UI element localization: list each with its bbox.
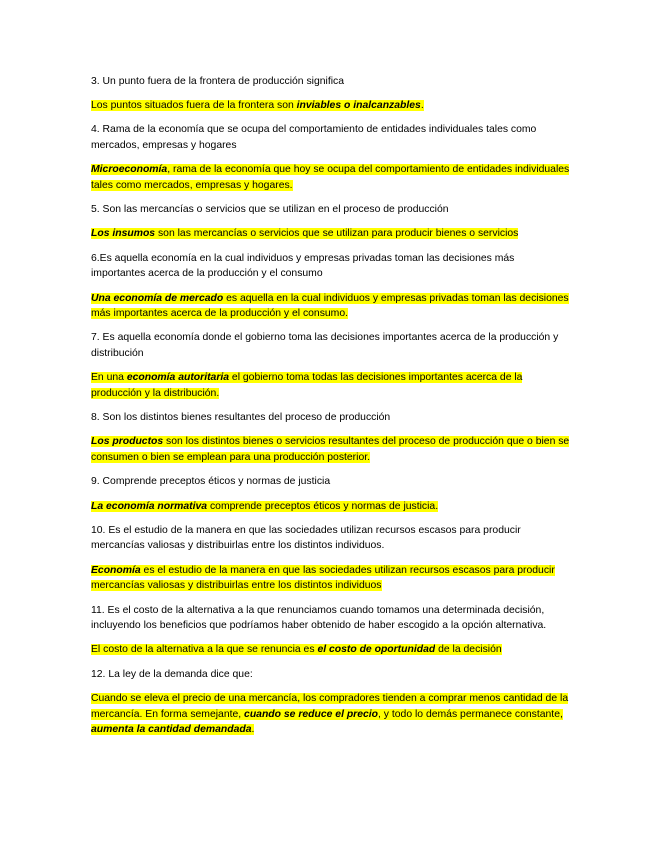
text-run: Los puntos situados fuera de la frontera son (91, 100, 297, 112)
text-run: 8. Son los distintos bienes resultantes del proceso de producción (91, 412, 391, 424)
key-term: La economía normativa (91, 500, 208, 512)
key-term: aumenta la cantidad demandada (91, 724, 252, 736)
key-term: Economía (91, 564, 141, 576)
question-paragraph (91, 410, 571, 426)
answer-paragraph (91, 291, 571, 322)
text-run: 6.Es aquella economía en la cual individuos y empresas privadas toman las decisiones más importantes acerca de la producción y el consumo (91, 252, 515, 280)
text-run: 4. Rama de la economía que se ocupa del comportamiento de entidades individuales tales como mercados, empresas y hogares (91, 124, 537, 152)
text-run: 3. Un punto fuera de la frontera de producción significa (91, 76, 344, 87)
answer-paragraph (91, 370, 571, 401)
question-paragraph (91, 523, 571, 554)
text-run: En una (91, 372, 127, 384)
text-run: , rama de la economía que hoy se ocupa del comportamiento de entidades individuales tales como mercados, empresas y hogares. (91, 164, 570, 192)
answer-paragraph (91, 642, 571, 658)
text-run: comprende preceptos éticos y normas de justicia. (207, 500, 439, 512)
key-term: Microeconomía (91, 164, 168, 176)
question-paragraph (91, 251, 571, 282)
text-run: . (420, 100, 424, 112)
key-term: inviables o inalcanzables (296, 100, 421, 112)
text-run: 10. Es el estudio de la manera en que las sociedades utilizan recursos escasos para producir mercancías valiosas y distribuirlas entre los distintos individuos. (91, 524, 521, 552)
text-run: son las mercancías o servicios que se utilizan para producir bienes o servicios (155, 228, 519, 240)
answer-paragraph (91, 98, 571, 114)
key-term: economía autoritaria (126, 372, 230, 384)
answer-paragraph (91, 499, 571, 515)
text-run: es el estudio de la manera en que las sociedades utilizan recursos escasos para producir mercancías valiosas y distribuirlas entre los distintos individuos (91, 564, 555, 592)
key-term: Una economía de mercado (91, 292, 224, 304)
document-body (91, 74, 571, 738)
question-paragraph (91, 74, 571, 90)
text-run: Cuando se eleva el precio de una mercancía, los compradores tienden a comprar menos cantidad de la mercancía. En forma semejante, (91, 692, 569, 720)
question-paragraph (91, 603, 571, 634)
text-run: 9. Comprende preceptos éticos y normas de justicia (91, 476, 331, 488)
answer-paragraph (91, 563, 571, 594)
text-run: , y todo lo demás permanece constante, (378, 708, 563, 720)
question-paragraph (91, 667, 571, 683)
answer-paragraph (91, 434, 571, 465)
text-run: son los distintos bienes o servicios resultantes del proceso de producción que o bien se consumen o bien se emplean para una producción posterior. (91, 436, 570, 464)
question-paragraph (91, 330, 571, 361)
text-run: de la decisión (435, 644, 502, 656)
answer-paragraph (91, 162, 571, 193)
key-term: el costo de oportunidad (317, 644, 436, 656)
question-paragraph (91, 122, 571, 153)
text-run: 11. Es el costo de la alternativa a la que renunciamos cuando tomamos una determinada decisión, incluyendo los beneficios que podríamos haber obtenido de haber escogido a la opción alternativa. (91, 604, 547, 632)
text-run: 7. Es aquella economía donde el gobierno toma las decisiones importantes acerca de la producción y distribución (91, 332, 559, 360)
answer-paragraph (91, 226, 571, 242)
key-term: Los productos (91, 436, 164, 448)
text-run: es aquella en la cual individuos y empresas privadas toman las decisiones más importantes acerca de la producción y el consumo. (91, 292, 569, 320)
question-paragraph (91, 474, 571, 490)
key-term: cuando se reduce el precio (244, 708, 379, 720)
text-run: el gobierno toma todas las decisiones importantes acerca de la producción y la distribución. (91, 372, 523, 400)
text-run: El costo de la alternativa a la que se renuncia es (91, 644, 318, 656)
key-term: Los insumos (91, 228, 156, 240)
answer-paragraph (91, 691, 571, 738)
document-page (91, 74, 571, 747)
question-paragraph (91, 202, 571, 218)
text-run: . (251, 724, 255, 736)
text-run: 5. Son las mercancías o servicios que se utilizan en el proceso de producción (91, 204, 449, 216)
text-run: 12. La ley de la demanda dice que: (91, 668, 253, 680)
